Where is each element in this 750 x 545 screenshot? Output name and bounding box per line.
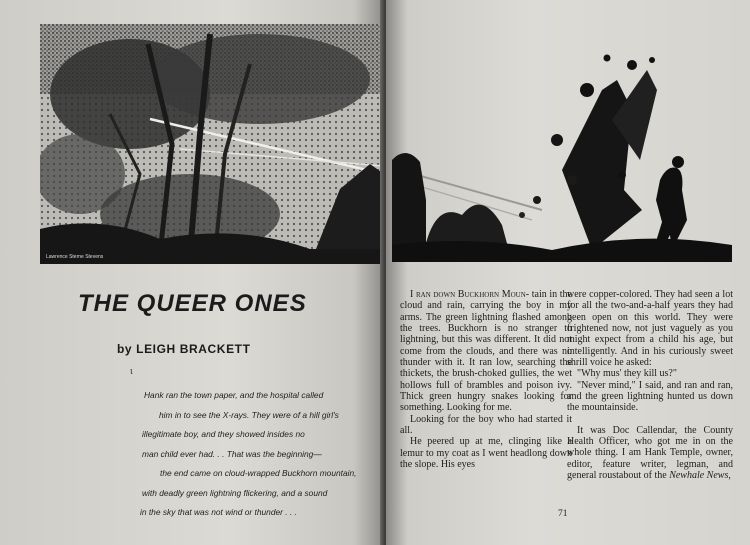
blurb-line: with deadly green lightning flickering, and a sound	[142, 487, 328, 498]
page-number: 71	[558, 509, 568, 519]
story-title: THE QUEER ONES	[78, 290, 307, 317]
paragraph: He peered up at me, clinging like a lemur to my coat as I went headlong down the slope. His eyes	[400, 436, 572, 471]
explosion-figure-illustration	[392, 50, 732, 262]
paragraph: Looking for the boy who had started it all.	[400, 413, 572, 437]
blurb-line: man child ever had. . . That was the beginning—	[142, 448, 322, 459]
margin-mark: ɩ	[130, 366, 133, 377]
byline: by LEIGH BRACKETT	[117, 342, 251, 356]
blurb-line: Hank ran the town paper, and the hospital called	[144, 390, 324, 400]
newspaper-name: Newhale News,	[669, 470, 731, 482]
lead-smallcaps: I ran down Buckhorn Moun-	[410, 289, 530, 300]
artist-signature: Lawrence Sterne Stevens	[46, 254, 104, 260]
blurb-line: illegitimate boy, and they showed insides no	[142, 429, 305, 439]
paragraph: tain in the cloud and rain, carrying the boy in my arms. The green lightning flashed among the trees. Buckhorn is no stranger to lightning, but this was different. It did not come from the clouds, and there was no thunder with it. It ran low, searching the thickets, the brush-choked gullies, the wet hollows full of brambles and poison ivy. Thick green hungry snakes looking for something. Looking for me.	[400, 289, 572, 414]
forest-storm-illustration	[40, 24, 384, 264]
text-column-1	[400, 289, 572, 471]
blurb-line: him in to see the X-rays. They were of a hill girl's	[159, 409, 339, 420]
dialogue-line: "Why mus' they kill us?"	[577, 368, 677, 380]
paragraph: were copper-colored. They had seen a lot for all the two-and-a-half years they had been open on this world. They were frightened now, not just vaguely as you might expect from a child his age, but intelligently. And in his curiously sweet shrill voice he asked:	[567, 289, 733, 369]
blurb-line: the end came on cloud-wrapped Buckhorn mountain,	[160, 468, 357, 478]
paragraph: It was Doc Callendar, the County Health Officer, who got me in on the whole thing. I am Hank Temple, owner, editor, feature writer, legman, and general roustabout of the	[567, 424, 733, 482]
dialogue-line: "Never mind," I said, and ran and ran, and the green lightning hunted us down the mountainside.	[567, 379, 733, 414]
story-blurb	[140, 386, 380, 523]
blurb-line: in the sky that was not wind or thunder . . .	[140, 507, 297, 517]
right-page	[386, 0, 750, 545]
text-column-2	[567, 289, 733, 482]
